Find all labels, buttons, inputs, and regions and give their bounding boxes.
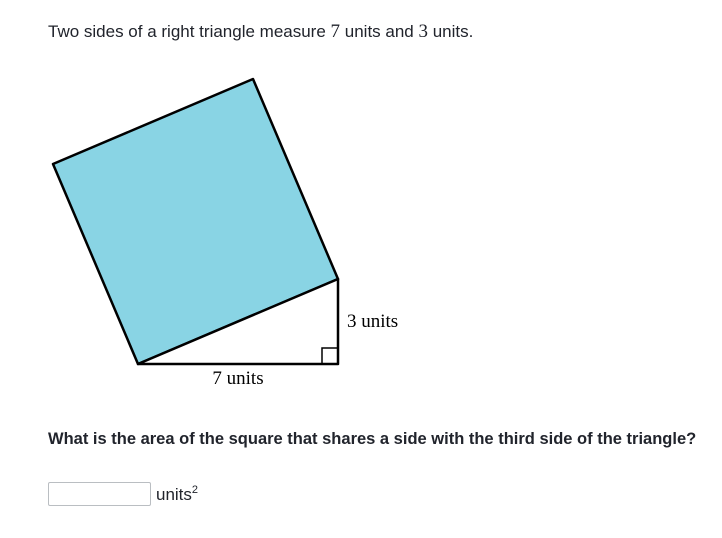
unit-text: units [156,484,192,504]
answer-unit [156,484,198,505]
question-text: What is the area of the square that shares a side with the third side of the triangle? [48,430,697,448]
unit-exponent: 2 [191,483,199,496]
prompt-text-3: units. [427,22,474,41]
bottom-leg-label: 7 units [212,368,264,389]
side-a-value: 7 [330,21,341,42]
side-b-value: 3 [418,21,428,42]
answer-row [48,481,198,507]
answer-input[interactable] [48,482,151,506]
vertical-leg-label: 3 units [347,311,399,332]
prompt-text-2: units and [340,22,419,41]
prompt-text-1: Two sides of a right triangle measure [48,22,331,41]
